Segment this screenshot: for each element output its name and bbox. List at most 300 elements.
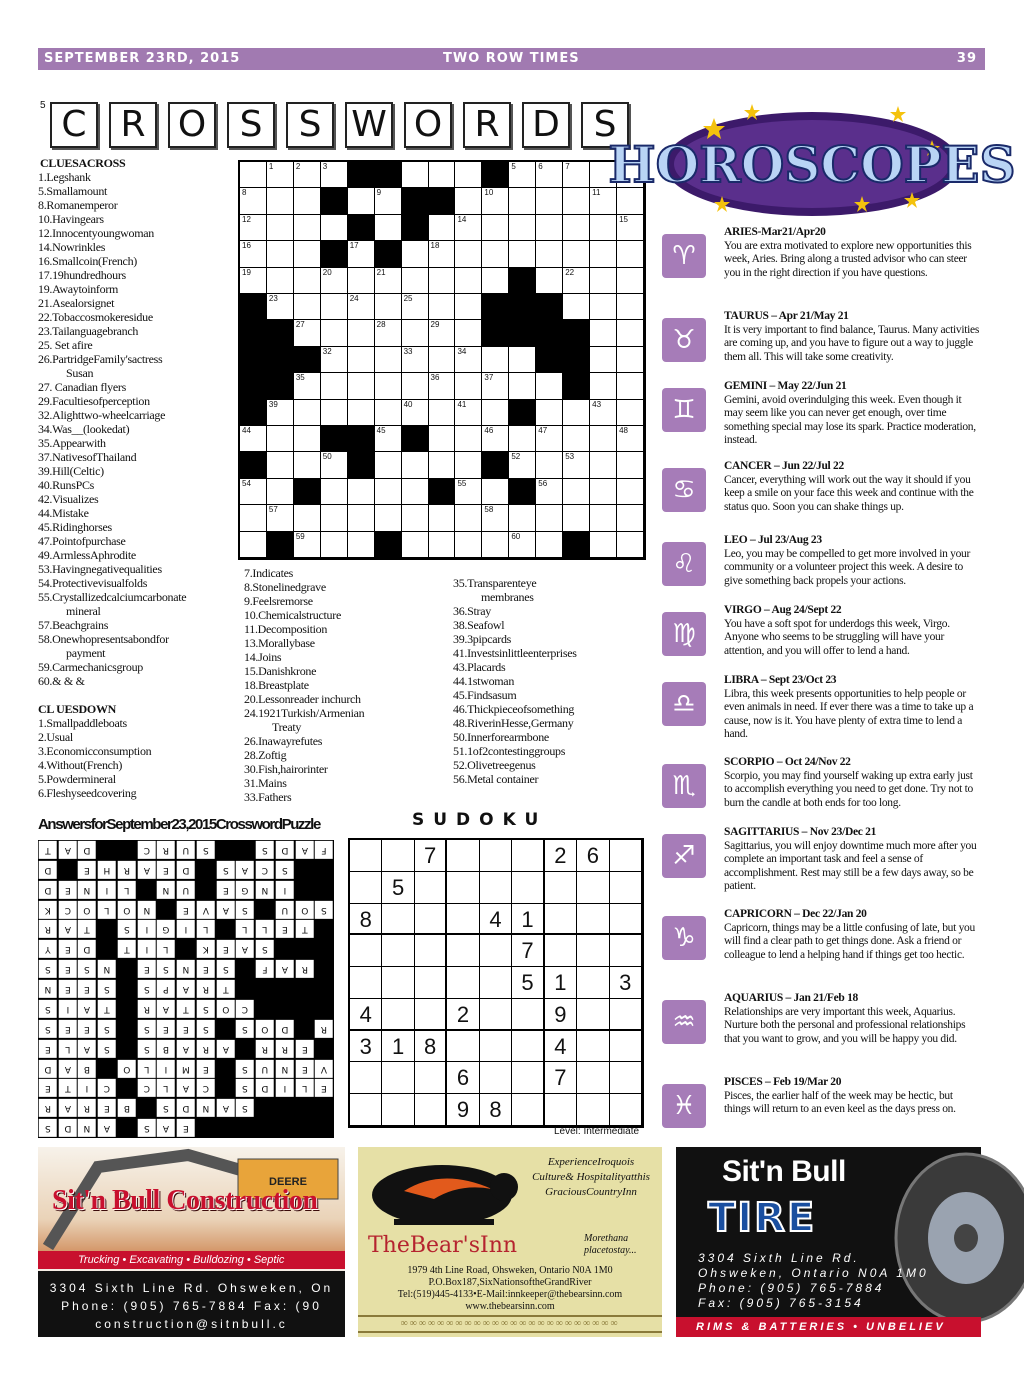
sudoku-cell[interactable] bbox=[610, 904, 642, 936]
answer-cell: K bbox=[39, 901, 57, 919]
crossword-cell[interactable] bbox=[617, 347, 644, 373]
crossword-cell[interactable] bbox=[267, 241, 294, 267]
crossword-cell[interactable] bbox=[455, 400, 482, 426]
sudoku-cell[interactable] bbox=[447, 935, 479, 967]
crossword-cell[interactable] bbox=[402, 268, 429, 294]
crossword-cell[interactable] bbox=[375, 400, 402, 426]
sudoku-cell[interactable] bbox=[382, 935, 414, 967]
crossword-cell[interactable] bbox=[509, 347, 536, 373]
crossword-cell[interactable] bbox=[455, 373, 482, 399]
crossword-cell[interactable] bbox=[321, 400, 348, 426]
sudoku-cell[interactable] bbox=[577, 904, 609, 936]
sudoku-cell[interactable] bbox=[415, 904, 447, 936]
crossword-cell[interactable] bbox=[267, 505, 294, 531]
crossword-cell[interactable] bbox=[509, 532, 536, 558]
sudoku-cell[interactable] bbox=[480, 935, 512, 967]
sudoku-cell[interactable] bbox=[382, 1094, 414, 1126]
crossword-cell[interactable] bbox=[509, 215, 536, 241]
scorpion-icon bbox=[662, 764, 706, 808]
sudoku-cell[interactable]: 4 bbox=[545, 1031, 577, 1063]
sudoku-cell[interactable] bbox=[545, 872, 577, 904]
crossword-cell[interactable] bbox=[321, 347, 348, 373]
crossword-cell[interactable] bbox=[402, 347, 429, 373]
crossword-cell[interactable] bbox=[321, 320, 348, 346]
crossword-cell[interactable] bbox=[402, 241, 429, 267]
crossword-cell[interactable] bbox=[563, 268, 590, 294]
crossword-cell[interactable] bbox=[294, 215, 321, 241]
sudoku-cell[interactable] bbox=[512, 840, 544, 872]
crossword-cell[interactable] bbox=[617, 320, 644, 346]
crossword-cell[interactable] bbox=[402, 452, 429, 478]
crossword-cell[interactable] bbox=[375, 188, 402, 214]
crossword-cell[interactable] bbox=[455, 452, 482, 478]
sudoku-cell[interactable] bbox=[382, 1062, 414, 1094]
sudoku-cell[interactable]: 1 bbox=[512, 904, 544, 936]
sudoku-cell[interactable] bbox=[382, 999, 414, 1031]
crossword-cell[interactable] bbox=[267, 294, 294, 320]
crossword-cell[interactable] bbox=[563, 479, 590, 505]
sudoku-cell[interactable]: 4 bbox=[480, 904, 512, 936]
crossword-cell[interactable] bbox=[429, 373, 456, 399]
inn-website[interactable]: www.thebearsinn.com bbox=[465, 1301, 555, 1312]
sudoku-cell[interactable] bbox=[577, 1094, 609, 1126]
clue-item: 59.Carmechanicsgroup bbox=[38, 660, 143, 674]
answer-cell bbox=[118, 1040, 136, 1058]
crossword-cell[interactable] bbox=[617, 452, 644, 478]
crossword-cell[interactable] bbox=[348, 505, 375, 531]
crossword-cell[interactable] bbox=[482, 347, 509, 373]
crossword-cell[interactable] bbox=[429, 452, 456, 478]
crossword-cell[interactable] bbox=[267, 268, 294, 294]
crossword-cell[interactable] bbox=[402, 532, 429, 558]
crossword-cell[interactable] bbox=[375, 268, 402, 294]
crossword-cell[interactable] bbox=[321, 373, 348, 399]
crossword-cell[interactable] bbox=[375, 452, 402, 478]
crossword-cell[interactable] bbox=[429, 426, 456, 452]
clue-number: 8 bbox=[242, 188, 247, 198]
crossword-cell[interactable] bbox=[429, 347, 456, 373]
crossword-cell[interactable] bbox=[294, 294, 321, 320]
crossword-cell[interactable] bbox=[509, 241, 536, 267]
sudoku-cell[interactable] bbox=[480, 967, 512, 999]
crossword-cell[interactable] bbox=[455, 268, 482, 294]
crossword-cell[interactable] bbox=[482, 373, 509, 399]
crossword-cell[interactable] bbox=[294, 505, 321, 531]
crossword-cell[interactable] bbox=[590, 294, 617, 320]
sudoku-cell[interactable] bbox=[382, 840, 414, 872]
sudoku-cell[interactable] bbox=[577, 935, 609, 967]
crossword-cell[interactable] bbox=[590, 532, 617, 558]
crossword-cell[interactable] bbox=[617, 400, 644, 426]
crossword-cell[interactable] bbox=[590, 373, 617, 399]
answer-cell: O bbox=[217, 1000, 235, 1018]
crossword-cell[interactable] bbox=[429, 532, 456, 558]
horoscope-entry bbox=[724, 226, 980, 280]
crossword-cell[interactable] bbox=[294, 373, 321, 399]
crossword-cell[interactable] bbox=[536, 188, 563, 214]
sudoku-cell[interactable] bbox=[610, 935, 642, 967]
crossword-cell[interactable] bbox=[402, 505, 429, 531]
sudoku-cell[interactable] bbox=[415, 872, 447, 904]
sudoku-cell[interactable] bbox=[350, 872, 382, 904]
crossword-cell[interactable] bbox=[590, 505, 617, 531]
sudoku-cell[interactable]: 7 bbox=[545, 1062, 577, 1094]
clue-item: 21.Asealorsignet bbox=[38, 296, 115, 310]
crossword-cell[interactable] bbox=[509, 426, 536, 452]
crossword-cell[interactable] bbox=[509, 373, 536, 399]
crossword-cell[interactable] bbox=[429, 320, 456, 346]
sudoku-cell[interactable] bbox=[350, 967, 382, 999]
crossword-cell[interactable] bbox=[429, 294, 456, 320]
crossword-cell[interactable] bbox=[536, 426, 563, 452]
sudoku-cell[interactable] bbox=[577, 872, 609, 904]
crossword-cell[interactable] bbox=[402, 294, 429, 320]
sudoku-cell[interactable] bbox=[447, 840, 479, 872]
crossword-cell[interactable] bbox=[482, 188, 509, 214]
crossword-cell[interactable] bbox=[321, 268, 348, 294]
sudoku-cell[interactable] bbox=[480, 1031, 512, 1063]
sudoku-cell[interactable] bbox=[577, 1031, 609, 1063]
sudoku-cell[interactable]: 4 bbox=[350, 999, 382, 1031]
answer-cell: A bbox=[59, 920, 77, 938]
answer-cell: L bbox=[157, 940, 175, 958]
answer-cell: D bbox=[276, 1020, 294, 1038]
crossword-cell[interactable] bbox=[590, 426, 617, 452]
answer-cell: I bbox=[138, 940, 156, 958]
crossword-cell[interactable] bbox=[536, 241, 563, 267]
crossword-cell[interactable] bbox=[455, 347, 482, 373]
sudoku-cell[interactable] bbox=[545, 904, 577, 936]
crossword-cell[interactable] bbox=[617, 373, 644, 399]
zodiac-glyph: ♊ bbox=[672, 395, 696, 425]
crossword-cell[interactable] bbox=[402, 479, 429, 505]
sudoku-cell[interactable]: 8 bbox=[415, 1031, 447, 1063]
title-letter-box: S bbox=[286, 102, 334, 148]
ad-bears-inn[interactable] bbox=[358, 1147, 662, 1337]
sudoku-cell[interactable] bbox=[577, 999, 609, 1031]
answer-cell: A bbox=[177, 980, 195, 998]
crossword-cell[interactable] bbox=[482, 241, 509, 267]
crossword-cell[interactable] bbox=[455, 241, 482, 267]
sudoku-cell[interactable] bbox=[415, 935, 447, 967]
sudoku-cell[interactable] bbox=[577, 1062, 609, 1094]
crossword-cell[interactable] bbox=[375, 215, 402, 241]
crossword-cell[interactable] bbox=[536, 479, 563, 505]
sudoku-cell[interactable]: 8 bbox=[480, 1094, 512, 1126]
black-square bbox=[348, 215, 375, 241]
sudoku-cell[interactable] bbox=[545, 935, 577, 967]
sudoku-cell[interactable]: 3 bbox=[350, 1031, 382, 1063]
crossword-cell[interactable] bbox=[429, 215, 456, 241]
crossword-cell[interactable] bbox=[590, 347, 617, 373]
crossword-cell[interactable] bbox=[536, 373, 563, 399]
crossword-cell[interactable] bbox=[267, 400, 294, 426]
crossword-cell[interactable] bbox=[482, 215, 509, 241]
sudoku-cell[interactable] bbox=[610, 999, 642, 1031]
crossword-cell[interactable] bbox=[321, 479, 348, 505]
sudoku-cell[interactable] bbox=[610, 840, 642, 872]
sudoku-cell[interactable] bbox=[447, 904, 479, 936]
sudoku-cell[interactable] bbox=[415, 1094, 447, 1126]
answer-cell: D bbox=[39, 861, 57, 879]
crossword-cell[interactable] bbox=[482, 268, 509, 294]
crossword-cell[interactable] bbox=[348, 241, 375, 267]
crossword-cell[interactable] bbox=[321, 294, 348, 320]
sudoku-cell[interactable]: 2 bbox=[447, 999, 479, 1031]
crossword-cell[interactable] bbox=[509, 162, 536, 188]
sudoku-cell[interactable] bbox=[545, 1094, 577, 1126]
answer-cell: S bbox=[236, 1060, 254, 1078]
crossword-cell[interactable] bbox=[455, 320, 482, 346]
crossword-cell[interactable] bbox=[294, 162, 321, 188]
issue-date: SEPTEMBER 23RD, 2015 bbox=[44, 51, 241, 66]
crossword-cell[interactable] bbox=[536, 268, 563, 294]
crossword-cell[interactable] bbox=[617, 479, 644, 505]
crossword-cell[interactable] bbox=[590, 241, 617, 267]
crossword-cell[interactable] bbox=[617, 426, 644, 452]
sudoku-cell[interactable]: 2 bbox=[545, 840, 577, 872]
crossword-cell[interactable] bbox=[455, 188, 482, 214]
sudoku-cell[interactable]: 1 bbox=[382, 1031, 414, 1063]
crossword-cell[interactable] bbox=[402, 320, 429, 346]
sudoku-cell[interactable] bbox=[415, 999, 447, 1031]
crossword-cell[interactable] bbox=[590, 215, 617, 241]
sudoku-cell[interactable] bbox=[480, 840, 512, 872]
crossword-cell[interactable] bbox=[617, 532, 644, 558]
crossword-cell[interactable] bbox=[348, 188, 375, 214]
crossword-cell[interactable] bbox=[267, 162, 294, 188]
crossword-cell[interactable] bbox=[348, 400, 375, 426]
crossword-cell[interactable] bbox=[240, 162, 267, 188]
sudoku-cell[interactable] bbox=[512, 1031, 544, 1063]
crossword-cell[interactable] bbox=[617, 241, 644, 267]
horoscope-title: PISCES – Feb 19/Mar 20 bbox=[724, 1076, 842, 1088]
crossword-cell[interactable] bbox=[482, 479, 509, 505]
sudoku-cell[interactable] bbox=[382, 967, 414, 999]
sudoku-cell[interactable]: 6 bbox=[447, 1062, 479, 1094]
sudoku-cell[interactable]: 6 bbox=[577, 840, 609, 872]
crossword-cell[interactable] bbox=[375, 426, 402, 452]
crossword-cell[interactable] bbox=[563, 188, 590, 214]
clue-number: 5 bbox=[511, 162, 516, 171]
sudoku-cell[interactable] bbox=[610, 1094, 642, 1126]
crossword-cell[interactable] bbox=[590, 268, 617, 294]
crossword-cell[interactable] bbox=[375, 320, 402, 346]
crossword-cell[interactable] bbox=[590, 479, 617, 505]
crossword-cell[interactable] bbox=[240, 479, 267, 505]
crossword-cell[interactable] bbox=[267, 452, 294, 478]
crossword-cell[interactable] bbox=[348, 347, 375, 373]
crossword-cell[interactable] bbox=[240, 532, 267, 558]
crossword-cell[interactable] bbox=[482, 426, 509, 452]
answer-cell: S bbox=[39, 1119, 57, 1137]
crossword-cell[interactable] bbox=[240, 426, 267, 452]
crossword-cell[interactable] bbox=[402, 162, 429, 188]
crossword-cell[interactable] bbox=[617, 268, 644, 294]
sudoku-cell[interactable]: 5 bbox=[512, 967, 544, 999]
sudoku-cell[interactable] bbox=[512, 1094, 544, 1126]
crossword-cell[interactable] bbox=[375, 347, 402, 373]
sudoku-cell[interactable] bbox=[512, 1062, 544, 1094]
crossword-cell[interactable] bbox=[509, 505, 536, 531]
sudoku-cell[interactable]: 1 bbox=[545, 967, 577, 999]
crossword-cell[interactable] bbox=[267, 426, 294, 452]
crossword-cell[interactable] bbox=[348, 294, 375, 320]
crossword-cell[interactable] bbox=[482, 505, 509, 531]
crossword-cell[interactable] bbox=[536, 162, 563, 188]
sudoku-cell[interactable] bbox=[480, 872, 512, 904]
crossword-cell[interactable] bbox=[321, 215, 348, 241]
crossword-cell[interactable] bbox=[563, 505, 590, 531]
sudoku-cell[interactable] bbox=[382, 904, 414, 936]
crossword-cell[interactable] bbox=[321, 162, 348, 188]
crossword-cell[interactable] bbox=[375, 505, 402, 531]
crossword-cell[interactable] bbox=[240, 505, 267, 531]
crossword-cell[interactable] bbox=[348, 268, 375, 294]
crossword-cell[interactable] bbox=[455, 162, 482, 188]
zodiac-glyph: ♉ bbox=[672, 325, 696, 355]
sudoku-cell[interactable] bbox=[480, 999, 512, 1031]
crossword-cell[interactable] bbox=[482, 400, 509, 426]
sudoku-cell[interactable] bbox=[512, 999, 544, 1031]
crossword-cell[interactable] bbox=[455, 479, 482, 505]
crossword-cell[interactable] bbox=[294, 268, 321, 294]
sudoku-cell[interactable]: 3 bbox=[610, 967, 642, 999]
crossword-cell[interactable] bbox=[294, 188, 321, 214]
crossword-cell[interactable] bbox=[240, 241, 267, 267]
sudoku-cell[interactable] bbox=[447, 872, 479, 904]
sudoku-cell[interactable] bbox=[350, 1062, 382, 1094]
crossword-cell[interactable] bbox=[563, 162, 590, 188]
sudoku-cell[interactable] bbox=[415, 967, 447, 999]
crossword-cell[interactable] bbox=[348, 373, 375, 399]
crossword-cell[interactable] bbox=[294, 532, 321, 558]
crossword-cell[interactable] bbox=[321, 452, 348, 478]
clue-item: 20.Lessonreader inchurch bbox=[244, 692, 361, 706]
crossword-cell[interactable] bbox=[429, 268, 456, 294]
sudoku-cell[interactable] bbox=[350, 840, 382, 872]
sudoku-cell[interactable]: 7 bbox=[415, 840, 447, 872]
crossword-cell[interactable] bbox=[536, 215, 563, 241]
horoscope-text: Libra, this week presents opportunities to help people or even animals in need. If ever there was a time to take up a cause, now is it. You have plenty of extra time to lend a hand. bbox=[724, 687, 974, 740]
crossword-cell[interactable] bbox=[402, 373, 429, 399]
crossword-cell[interactable] bbox=[429, 241, 456, 267]
crossword-cell[interactable] bbox=[536, 452, 563, 478]
answer-cell: S bbox=[236, 1020, 254, 1038]
crossword-cell[interactable] bbox=[294, 241, 321, 267]
crossword-cell[interactable] bbox=[267, 215, 294, 241]
answer-cell: S bbox=[98, 980, 116, 998]
crossword-cell[interactable] bbox=[590, 320, 617, 346]
crossword-cell[interactable] bbox=[617, 294, 644, 320]
crossword-cell[interactable] bbox=[563, 294, 590, 320]
crossword-cell[interactable] bbox=[375, 294, 402, 320]
crossword-cell[interactable] bbox=[455, 294, 482, 320]
crossword-cell[interactable] bbox=[267, 188, 294, 214]
crossword-cell[interactable] bbox=[240, 268, 267, 294]
clue-number: 47 bbox=[538, 426, 548, 435]
ad-sitnbull-construction[interactable] bbox=[38, 1147, 345, 1337]
crossword-cell[interactable] bbox=[240, 215, 267, 241]
crossword-cell[interactable] bbox=[563, 241, 590, 267]
answer-cell: D bbox=[177, 1099, 195, 1117]
answer-cell: E bbox=[78, 980, 96, 998]
sudoku-cell[interactable]: 9 bbox=[447, 1094, 479, 1126]
crossword-cell[interactable] bbox=[455, 505, 482, 531]
sudoku-cell[interactable]: 9 bbox=[545, 999, 577, 1031]
crossword-cell[interactable] bbox=[348, 320, 375, 346]
sudoku-cell[interactable]: 5 bbox=[382, 872, 414, 904]
crossword-cell[interactable] bbox=[563, 452, 590, 478]
sudoku-cell[interactable] bbox=[610, 872, 642, 904]
crossword-cell[interactable] bbox=[240, 188, 267, 214]
crossword-cell[interactable] bbox=[563, 215, 590, 241]
sudoku-cell[interactable] bbox=[350, 935, 382, 967]
crossword-cell[interactable] bbox=[509, 188, 536, 214]
crossword-cell[interactable] bbox=[267, 479, 294, 505]
crossword-cell[interactable] bbox=[294, 452, 321, 478]
crossword-cell[interactable] bbox=[590, 452, 617, 478]
crossword-cell[interactable] bbox=[429, 400, 456, 426]
sudoku-cell[interactable] bbox=[447, 1031, 479, 1063]
answer-cell bbox=[98, 920, 116, 938]
sudoku-cell[interactable] bbox=[350, 1094, 382, 1126]
crossword-cell[interactable] bbox=[294, 426, 321, 452]
crossword-grid[interactable] bbox=[238, 160, 646, 560]
crossword-cell[interactable] bbox=[536, 400, 563, 426]
ad-sitnbull-tire[interactable] bbox=[676, 1147, 981, 1337]
crossword-cell[interactable] bbox=[429, 162, 456, 188]
crossword-cell[interactable] bbox=[348, 532, 375, 558]
answer-cell: D bbox=[78, 841, 96, 859]
sudoku-cell[interactable] bbox=[610, 1031, 642, 1063]
crossword-cell[interactable] bbox=[402, 400, 429, 426]
crossword-cell[interactable] bbox=[482, 532, 509, 558]
sudoku-cell[interactable] bbox=[480, 1062, 512, 1094]
crossword-cell[interactable] bbox=[617, 505, 644, 531]
crossword-cell[interactable] bbox=[536, 505, 563, 531]
sudoku-cell[interactable] bbox=[447, 967, 479, 999]
crossword-cell[interactable] bbox=[429, 505, 456, 531]
crossword-cell[interactable] bbox=[563, 426, 590, 452]
crossword-cell[interactable] bbox=[294, 400, 321, 426]
sudoku-cell[interactable]: 7 bbox=[512, 935, 544, 967]
answer-cell: F bbox=[315, 841, 333, 859]
black-square bbox=[402, 188, 429, 214]
crossword-cell[interactable] bbox=[375, 373, 402, 399]
crossword-cell[interactable] bbox=[321, 505, 348, 531]
crossword-cell[interactable] bbox=[617, 215, 644, 241]
sudoku-cell[interactable] bbox=[512, 872, 544, 904]
sudoku-cell[interactable] bbox=[610, 1062, 642, 1094]
crossword-cell[interactable] bbox=[536, 532, 563, 558]
crossword-cell[interactable] bbox=[321, 532, 348, 558]
crossword-cell[interactable] bbox=[455, 215, 482, 241]
sudoku-cell[interactable] bbox=[415, 1062, 447, 1094]
crossword-cell[interactable] bbox=[348, 479, 375, 505]
crossword-cell[interactable] bbox=[294, 320, 321, 346]
construction-contact bbox=[38, 1271, 345, 1337]
sudoku-cell[interactable] bbox=[577, 967, 609, 999]
crossword-cell[interactable] bbox=[563, 400, 590, 426]
sudoku-grid[interactable] bbox=[348, 838, 644, 1128]
crossword-cell[interactable] bbox=[590, 400, 617, 426]
crossword-cell[interactable] bbox=[455, 532, 482, 558]
crossword-cell[interactable] bbox=[455, 426, 482, 452]
crossword-cell[interactable] bbox=[375, 479, 402, 505]
crossword-cell[interactable] bbox=[509, 452, 536, 478]
sudoku-cell[interactable]: 8 bbox=[350, 904, 382, 936]
